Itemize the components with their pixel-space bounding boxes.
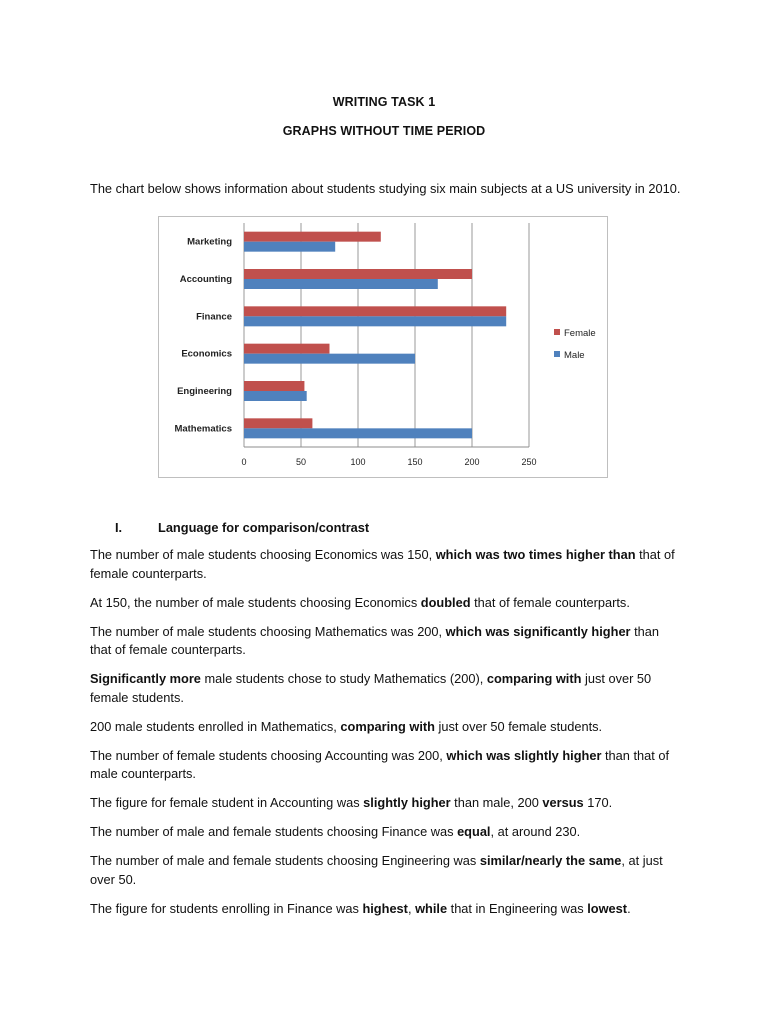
bold-phrase: similar/nearly the same [479, 853, 622, 868]
bar-female [244, 344, 330, 354]
paragraph [90, 546, 680, 583]
text-run: 170. [583, 795, 613, 810]
category-label: Engineering [177, 386, 232, 397]
category-label: Economics [181, 348, 232, 360]
text-run: , at just over 50. [90, 853, 663, 887]
legend-label: Female [564, 328, 596, 339]
legend-swatch-female [554, 329, 560, 335]
x-tick-label: 100 [350, 457, 366, 467]
x-tick-label: 50 [295, 457, 307, 467]
paragraph [90, 852, 680, 889]
bar-male [244, 428, 472, 438]
text-run: At 150, the number of male students choosing Economics [90, 594, 421, 610]
text-run: The number of female students choosing Accounting was 200, [90, 747, 447, 763]
bar-male [244, 391, 307, 401]
x-tick-label: 0 [241, 457, 247, 467]
bold-phrase: lowest [587, 900, 628, 916]
category-label: Marketing [187, 236, 232, 248]
text-run: male students chose to study Mathematics (200), [200, 671, 487, 686]
text-run: The figure for students enrolling in Finance was [90, 900, 363, 916]
bold-phrase: doubled [420, 594, 471, 610]
section-number: I. [115, 520, 123, 535]
text-run: 200 male students enrolled in Mathematics, [90, 718, 341, 734]
bold-phrase: while [415, 900, 448, 916]
paragraph [90, 670, 680, 707]
x-tick-label: 250 [521, 457, 537, 467]
text-run: than that of female counterparts. [90, 623, 660, 657]
section-title: Language for comparison/contrast [158, 520, 370, 535]
paragraph [90, 623, 680, 660]
bar-male [244, 316, 506, 326]
bold-phrase: versus [542, 795, 584, 810]
text-run: The number of male students choosing Mathematics was 200, [90, 623, 446, 639]
text-run: The figure for female student in Accounting was [90, 795, 364, 810]
bold-phrase: which was significantly higher [445, 623, 631, 639]
paragraph [90, 823, 680, 842]
paragraph [90, 718, 680, 737]
x-tick-label: 150 [407, 457, 423, 467]
bold-phrase: comparing with [486, 671, 582, 686]
legend-label: Male [564, 350, 585, 361]
paragraph-list [90, 546, 680, 929]
category-label: Accounting [179, 274, 232, 285]
bar-female [244, 306, 506, 316]
paragraph [90, 794, 680, 813]
bar-female [244, 418, 312, 428]
bold-phrase: Significantly more [90, 671, 201, 686]
bar-female [244, 232, 381, 242]
text-run: The number of male and female students choosing Engineering was [90, 853, 480, 868]
text-run: just over 50 female students. [434, 718, 603, 734]
bold-phrase: equal [457, 824, 491, 839]
category-label: Finance [196, 311, 232, 323]
bar-female [244, 269, 472, 279]
x-tick-label: 200 [464, 457, 480, 467]
bar-male [244, 242, 335, 252]
bar-male [244, 279, 438, 289]
bold-phrase: slightly higher [363, 795, 451, 810]
chart-frame [158, 216, 608, 478]
text-run: . [627, 900, 631, 916]
category-label: Mathematics [174, 423, 232, 435]
text-run: that of female counterparts. [90, 547, 675, 581]
text-run: just over 50 female students. [90, 671, 652, 705]
text-run: that of female counterparts. [470, 594, 630, 610]
bar-female [244, 381, 304, 391]
text-run: The number of male students choosing Economics was 150, [90, 547, 436, 562]
paragraph [90, 747, 680, 784]
paragraph [90, 900, 680, 919]
page-title: WRITING TASK 1 [332, 95, 436, 109]
text-run: than that of male counterparts. [90, 747, 670, 781]
paragraph [90, 594, 680, 613]
text-run: that in Engineering was [447, 900, 588, 916]
bold-phrase: which was slightly higher [446, 747, 602, 763]
text-run: The number of male and female students choosing Finance was [90, 824, 458, 839]
bold-phrase: comparing with [340, 718, 435, 734]
bold-phrase: highest [362, 900, 408, 916]
page-subtitle: GRAPHS WITHOUT TIME PERIOD [282, 124, 486, 138]
text-run: , [407, 900, 416, 916]
text-run: than male, 200 [450, 795, 543, 810]
bold-phrase: which was two times higher than [435, 547, 636, 562]
legend-swatch-male [554, 351, 560, 357]
text-run: , at around 230. [490, 824, 581, 839]
bar-chart [159, 217, 607, 477]
bar-male [244, 354, 415, 364]
intro-text: The chart below shows information about students studying six main subjects at a US university in 2010. [90, 181, 681, 196]
